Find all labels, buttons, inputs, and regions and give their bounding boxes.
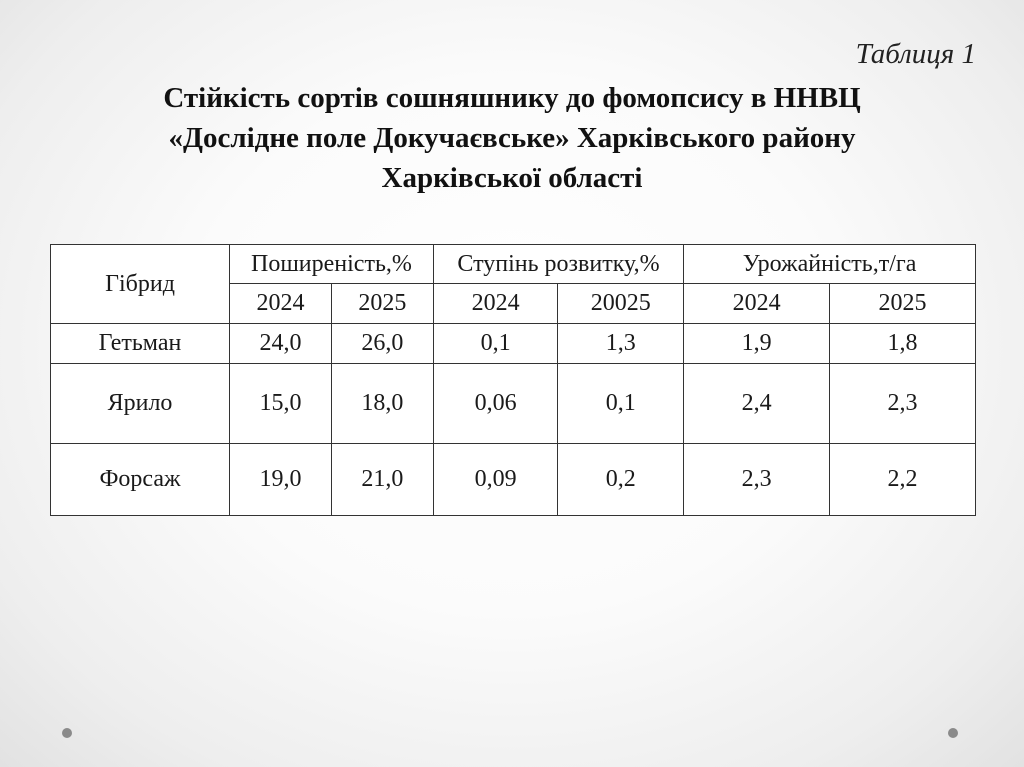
- title-line-2: «Дослідне поле Докучаєвське» Харківського району: [168, 122, 856, 154]
- table-cell: 0,09: [433, 444, 557, 516]
- data-table: [50, 244, 976, 516]
- corner-dot-right: [948, 728, 958, 738]
- table-cell: 18,0: [331, 364, 433, 444]
- table-title: [40, 78, 984, 198]
- table-cell: 1,3: [558, 324, 684, 364]
- table-cell: 21,0: [331, 444, 433, 516]
- table-cell: 0,2: [558, 444, 684, 516]
- table-cell: 0,1: [433, 324, 557, 364]
- table-cell: 0,1: [558, 364, 684, 444]
- title-line-3: Харківської області: [381, 162, 643, 194]
- table-row: [51, 364, 976, 444]
- table-cell: 0,06: [433, 364, 557, 444]
- table-row: [51, 444, 976, 516]
- header-group-prevalence: Поширеність,%: [230, 245, 434, 284]
- table-row: [51, 324, 976, 364]
- header-year: 20025: [558, 284, 684, 324]
- table-cell: 2,3: [830, 364, 976, 444]
- header-row-groups: [51, 245, 976, 284]
- header-group-yield: Урожайність,т/га: [684, 245, 976, 284]
- table-cell: 24,0: [230, 324, 332, 364]
- table-cell: 2,4: [684, 364, 830, 444]
- table-cell: 15,0: [230, 364, 332, 444]
- hybrid-name: Ярило: [51, 364, 230, 444]
- title-line-1: Стійкість сортів сошняшнику до фомопсису в ННВЦ: [163, 82, 861, 114]
- header-year: 2024: [684, 284, 830, 324]
- table-cell: 2,2: [830, 444, 976, 516]
- corner-dot-left: [62, 728, 72, 738]
- header-year: 2024: [433, 284, 557, 324]
- header-year: 2024: [230, 284, 332, 324]
- header-year: 2025: [331, 284, 433, 324]
- table-cell: 2,3: [684, 444, 830, 516]
- table-cell: 1,9: [684, 324, 830, 364]
- header-hybrid: Гібрид: [51, 245, 230, 324]
- table-cell: 26,0: [331, 324, 433, 364]
- table-cell: 19,0: [230, 444, 332, 516]
- header-year: 2025: [830, 284, 976, 324]
- header-group-severity: Ступінь розвитку,%: [433, 245, 683, 284]
- hybrid-name: Гетьман: [51, 324, 230, 364]
- hybrid-name: Форсаж: [51, 444, 230, 516]
- table-label: Таблиця 1: [855, 38, 976, 70]
- table-cell: 1,8: [830, 324, 976, 364]
